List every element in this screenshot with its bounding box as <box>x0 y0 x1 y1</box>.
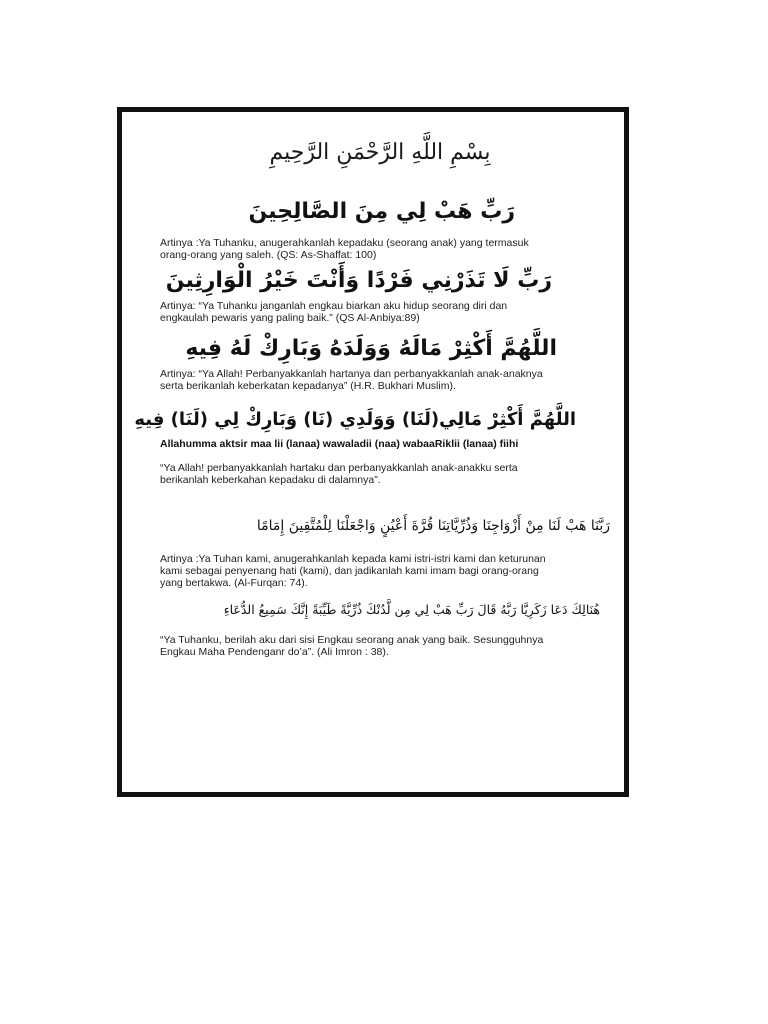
bismillah-calligraphy: بِسْمِ اللَّهِ الرَّحْمَنِ الرَّحِيمِ <box>269 140 491 165</box>
translation-line: yang bertakwa. (Al-Furqan: 74). <box>160 577 308 589</box>
translation-doa-5 <box>160 553 600 589</box>
translation-doa-1 <box>160 237 590 261</box>
translation-line: Artinya :Ya Tuhan kami, anugerahkanlah kepada kami istri-istri kami dan keturunan <box>160 553 546 565</box>
translation-line: berikanlah keberkahan kepadaku di dalamnya”. <box>160 474 381 486</box>
translation-doa-4 <box>160 462 590 486</box>
arabic-doa-4: اللَّهُمَّ أَكْثِرْ مَالِي(لَنَا) وَوَلَدِي (نَا) وَبَارِكْ لِي (لَنَا) فِيهِ <box>134 409 576 430</box>
translation-line: Engkau Maha Pendenganr do’a”. (Ali Imron : 38). <box>160 646 389 658</box>
arabic-doa-1: رَبِّ هَبْ لِي مِنَ الصَّالِحِينَ <box>248 199 515 224</box>
transliteration-doa-4: Allahumma aktsir maa lii (lanaa) wawaladii (naa) wabaaRiklii (lanaa) fiihi <box>160 438 519 450</box>
translation-line: serta berikanlah keberkatan kepadanya” (H.R. Bukhari Muslim). <box>160 380 456 392</box>
translation-line: Artinya: “Ya Allah! Perbanyakkanlah hartanya dan perbanyakkanlah anak-anaknya <box>160 368 543 380</box>
translation-line: engkaulah pewaris yang paling baik.” (QS Al-Anbiya:89) <box>160 312 420 324</box>
translation-line: “Ya Allah! perbanyakkanlah hartaku dan perbanyakkanlah anak-anakku serta <box>160 462 518 474</box>
arabic-doa-2: رَبِّ لَا تَذَرْنِي فَرْدًا وَأَنْتَ خَيْرُ الْوَارِثِينَ <box>165 268 552 293</box>
arabic-doa-5: رَبَّنَا هَبْ لَنَا مِنْ أَزْوَاجِنَا وَذُرِّيَّاتِنَا قُرَّةَ أَعْيُنٍ وَاجْعَلْنَا لِلْمُتَّقِينَ إِمَامًا <box>256 518 610 534</box>
translation-line: “Ya Tuhanku, berilah aku dari sisi Engkau seorang anak yang baik. Sesungguhnya <box>160 634 544 646</box>
translation-line: kami sebagai penyenang hati (kami), dan jadikanlah kami imam bagi orang-orang <box>160 565 539 577</box>
arabic-doa-3: اللَّهُمَّ أَكْثِرْ مَالَهُ وَوَلَدَهُ وَبَارِكْ لَهُ فِيهِ <box>185 336 557 361</box>
translation-line: orang-orang yang saleh. (QS: As-Shaffat: 100) <box>160 249 377 261</box>
translation-doa-2 <box>160 300 590 324</box>
translation-doa-6 <box>160 634 600 658</box>
translation-line: Artinya: “Ya Tuhanku janganlah engkau biarkan aku hidup seorang diri dan <box>160 300 508 312</box>
translation-line: Artinya :Ya Tuhanku, anugerahkanlah kepadaku (seorang anak) yang termasuk <box>160 237 529 249</box>
arabic-doa-6: هُنَالِكَ دَعَا زَكَرِيَّا رَبَّهُ قَالَ رَبِّ هَبْ لِي مِن لَّدُنْكَ ذُرِّيَّةً طَيِّبَةً إِنَّكَ سَمِيعُ الدُّعَاءِ <box>223 602 600 617</box>
translation-doa-3 <box>160 368 590 392</box>
